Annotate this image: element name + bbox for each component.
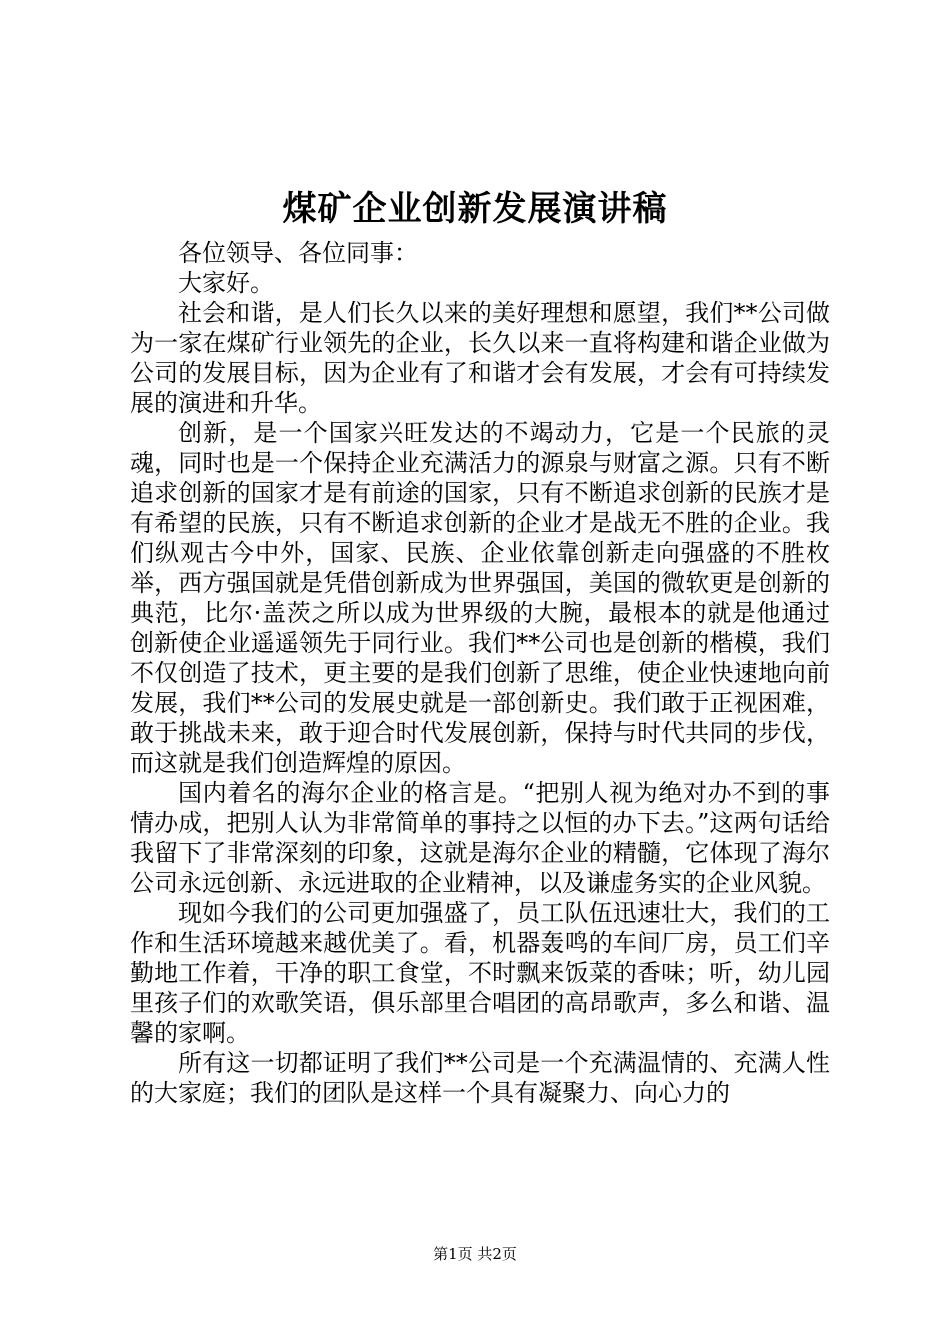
document-body <box>130 238 830 1108</box>
paragraph-harmony: 社会和谐，是人们长久以来的美好理想和愿望，我们**公司做为一家在煤矿行业领先的企业，长久以来一直将构建和谐企业做为公司的发展目标，因为企业有了和谐才会有发展，才会有可持续发展的演进和升华。 <box>130 299 830 417</box>
paragraph-company-today: 现如今我们的公司更加强盛了，员工队伍迅速壮大，我们的工作和生活环境越来越优美了。看，机器轰鸣的车间厂房，员工们辛勤地工作着，干净的职工食堂，不时飘来饭菜的香味；听，幼儿园里孩子们的欢歌笑语，俱乐部里合唱团的高昂歌声，多么和谐、温馨的家啊。 <box>130 899 830 1047</box>
page-footer: 第1页 共2页 <box>433 1245 517 1263</box>
greeting: 大家好。 <box>178 269 274 297</box>
paragraph-haier: 国内着名的海尔企业的格言是。“把别人视为绝对办不到的事情办成，把别人认为非常简单的事持之以恒的办下去。”这两句话给我留下了非常深刻的印象，这就是海尔企业的精髓，它体现了海尔公司永远创新、永远进取的企业精神，以及谦虚务实的企业风貌。 <box>130 779 830 897</box>
document-title: 煤矿企业创新发展演讲稿 <box>282 189 668 229</box>
paragraph-family: 所有这一切都证明了我们**公司是一个充满温情的、充满人性的大家庭；我们的团队是这样一个具有凝聚力、向心力的 <box>130 1049 830 1107</box>
paragraph-innovation: 创新，是一个国家兴旺发达的不竭动力，它是一个民旅的灵魂，同时也是一个保持企业充满活力的源泉与财富之源。只有不断追求创新的国家才是有前途的国家，只有不断追求创新的民族才是有希望的民族，只有不断追求创新的企业才是战无不胜的企业。我们纵观古今中外，国家、民族、企业依靠创新走向强盛的不胜枚举，西方强国就是凭借创新成为世界强国，美国的微软更是创新的典范，比尔·盖茨之所以成为世界级的大腕，最根本的就是他通过创新使企业遥遥领先于同行业。我们**公司也是创新的楷模，我们不仅创造了技术，更主要的是我们创新了思维，使企业快速地向前发展，我们**公司的发展史就是一部创新史。我们敢于正视困难，敢于挑战未来，敢于迎合时代发展创新，保持与时代共同的步伐，而这就是我们创造辉煌的原因。 <box>130 419 830 777</box>
salutation: 各位领导、各位同事： <box>178 239 418 267</box>
